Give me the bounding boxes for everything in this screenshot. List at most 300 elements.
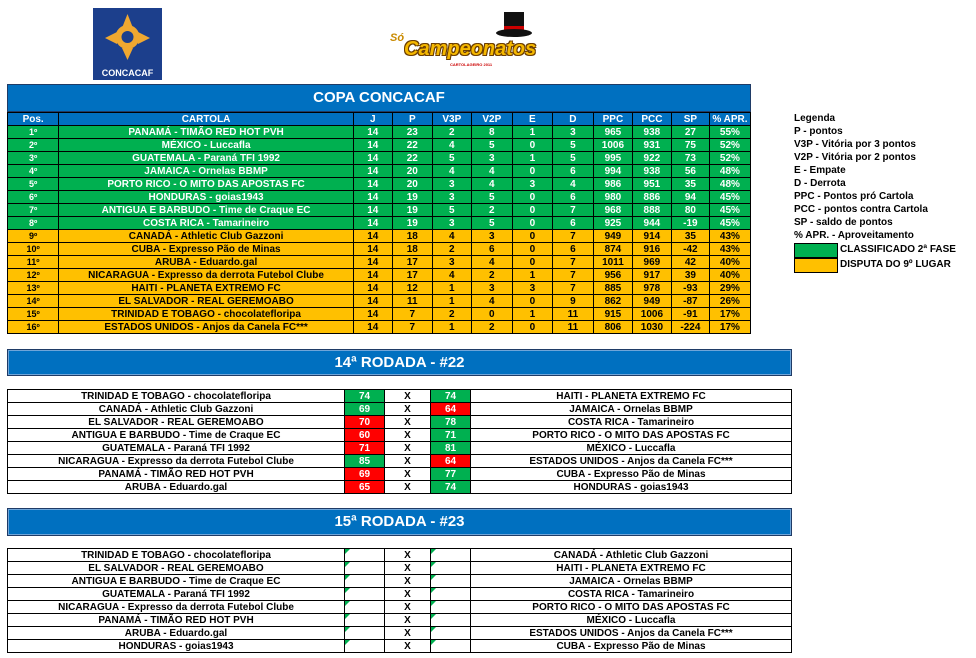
standings-cell-d: 6 <box>552 165 593 178</box>
standings-cell-team: GUATEMALA - Paraná TFI 1992 <box>59 152 354 165</box>
home-score: 71 <box>345 442 385 455</box>
standings-cell-sp: -19 <box>671 217 709 230</box>
standings-cell-team: PORTO RICO - O MITO DAS APOSTAS FC <box>59 178 354 191</box>
standings-cell-team: JAMAICA - Ornelas BBMP <box>59 165 354 178</box>
standings-cell-p: 17 <box>392 269 432 282</box>
standings-cell-d: 7 <box>552 204 593 217</box>
standings-cell-apr: 52% <box>709 152 750 165</box>
standings-col-header: Pos. <box>8 113 59 126</box>
standings-cell-sp: -91 <box>671 308 709 321</box>
standings-cell-team: HAITI - PLANETA EXTREMO FC <box>59 282 354 295</box>
home-team: HONDURAS - goias1943 <box>8 640 345 653</box>
standings-cell-e: 0 <box>512 217 552 230</box>
standings-cell-team: ARUBA - Eduardo.gal <box>59 256 354 269</box>
legend-dispute <box>794 258 974 273</box>
home-team: NICARAGUA - Expresso da derrota Futebol Clube <box>8 455 345 468</box>
standings-cell-v3p: 4 <box>432 139 471 152</box>
standings-cell-v3p: 4 <box>432 269 471 282</box>
away-team: CUBA - Expresso Pão de Minas <box>471 640 792 653</box>
versus-label: X <box>385 481 431 494</box>
standings-cell-team: COSTA RICA - Tamarineiro <box>59 217 354 230</box>
site-logo-tagline: CARTOLAGEIRO 2011 <box>450 62 493 67</box>
match-row <box>8 455 792 468</box>
standings-cell-v3p: 5 <box>432 204 471 217</box>
standings-header-row <box>8 113 751 126</box>
standings-cell-v2p: 0 <box>471 308 512 321</box>
home-score <box>345 575 385 588</box>
standings-cell-e: 0 <box>512 204 552 217</box>
standings-cell-j: 14 <box>353 139 392 152</box>
standings-cell-v2p: 4 <box>471 165 512 178</box>
standings-cell-pcc: 916 <box>632 243 671 256</box>
standings-cell-pos: 12º <box>8 269 59 282</box>
match-row <box>8 614 792 627</box>
standings-col-header: CARTOLA <box>59 113 354 126</box>
standings-col-header: % APR. <box>709 113 750 126</box>
standings-cell-d: 7 <box>552 282 593 295</box>
home-team: ARUBA - Eduardo.gal <box>8 481 345 494</box>
away-team: ESTADOS UNIDOS - Anjos da Canela FC*** <box>471 455 792 468</box>
standings-cell-e: 3 <box>512 282 552 295</box>
standings-cell-v2p: 2 <box>471 204 512 217</box>
standings-cell-ppc: 1006 <box>593 139 632 152</box>
standings-cell-pcc: 922 <box>632 152 671 165</box>
standings-cell-pcc: 888 <box>632 204 671 217</box>
standings-cell-pos: 6º <box>8 191 59 204</box>
standings-cell-v2p: 4 <box>471 256 512 269</box>
round22-table <box>7 389 792 494</box>
standings-cell-d: 4 <box>552 178 593 191</box>
standings-col-header: D <box>552 113 593 126</box>
away-score: 81 <box>431 442 471 455</box>
standings-cell-d: 5 <box>552 152 593 165</box>
standings-cell-j: 14 <box>353 243 392 256</box>
standings-cell-pcc: 949 <box>632 295 671 308</box>
standings-cell-j: 14 <box>353 282 392 295</box>
home-score: 85 <box>345 455 385 468</box>
standings-row <box>8 165 751 178</box>
standings-cell-apr: 45% <box>709 204 750 217</box>
away-score <box>431 614 471 627</box>
standings-cell-apr: 17% <box>709 308 750 321</box>
legend-item: V3P - Vitória por 3 pontos <box>794 139 916 150</box>
standings-cell-apr: 40% <box>709 256 750 269</box>
home-team: ARUBA - Eduardo.gal <box>8 627 345 640</box>
standings-cell-ppc: 986 <box>593 178 632 191</box>
standings-cell-sp: 94 <box>671 191 709 204</box>
versus-label: X <box>385 390 431 403</box>
standings-cell-v3p: 2 <box>432 308 471 321</box>
standings-col-header: P <box>392 113 432 126</box>
standings-cell-v2p: 5 <box>471 217 512 230</box>
home-team: TRINIDAD E TOBAGO - chocolatefloripa <box>8 549 345 562</box>
standings-cell-p: 7 <box>392 321 432 334</box>
standings-cell-v3p: 3 <box>432 256 471 269</box>
standings-cell-p: 19 <box>392 217 432 230</box>
standings-col-header: V2P <box>471 113 512 126</box>
away-team: ESTADOS UNIDOS - Anjos da Canela FC*** <box>471 627 792 640</box>
away-score: 77 <box>431 468 471 481</box>
versus-label: X <box>385 614 431 627</box>
versus-label: X <box>385 416 431 429</box>
standings-row <box>8 191 751 204</box>
home-team: NICARAGUA - Expresso da derrota Futebol Clube <box>8 601 345 614</box>
away-score <box>431 549 471 562</box>
standings-cell-sp: 56 <box>671 165 709 178</box>
home-team: GUATEMALA - Paraná TFI 1992 <box>8 588 345 601</box>
standings-cell-sp: 39 <box>671 269 709 282</box>
standings-cell-v3p: 4 <box>432 230 471 243</box>
standings-cell-p: 20 <box>392 178 432 191</box>
standings-cell-apr: 43% <box>709 243 750 256</box>
standings-row <box>8 152 751 165</box>
match-row <box>8 442 792 455</box>
away-team: MÉXICO - Luccafla <box>471 614 792 627</box>
standings-cell-ppc: 995 <box>593 152 632 165</box>
standings-row <box>8 126 751 139</box>
standings-cell-d: 6 <box>552 243 593 256</box>
standings-row <box>8 204 751 217</box>
standings-cell-v3p: 2 <box>432 243 471 256</box>
standings-cell-e: 1 <box>512 152 552 165</box>
standings-cell-apr: 17% <box>709 321 750 334</box>
match-row <box>8 390 792 403</box>
standings-cell-apr: 48% <box>709 178 750 191</box>
dispute-swatch <box>794 258 838 273</box>
home-score <box>345 627 385 640</box>
match-row <box>8 416 792 429</box>
standings-cell-sp: 73 <box>671 152 709 165</box>
versus-label: X <box>385 562 431 575</box>
standings-cell-j: 14 <box>353 165 392 178</box>
standings-cell-e: 0 <box>512 165 552 178</box>
legend-item: % APR. - Aproveitamento <box>794 230 914 241</box>
standings-cell-pos: 13º <box>8 282 59 295</box>
home-score <box>345 562 385 575</box>
standings-cell-pos: 9º <box>8 230 59 243</box>
home-team: EL SALVADOR - REAL GEREMOABO <box>8 416 345 429</box>
away-team: PORTO RICO - O MITO DAS APOSTAS FC <box>471 601 792 614</box>
standings-cell-sp: -87 <box>671 295 709 308</box>
standings-cell-ppc: 949 <box>593 230 632 243</box>
match-row <box>8 575 792 588</box>
standings-cell-d: 7 <box>552 230 593 243</box>
standings-cell-v3p: 1 <box>432 321 471 334</box>
standings-row <box>8 178 751 191</box>
standings-cell-apr: 45% <box>709 217 750 230</box>
legend <box>794 112 974 273</box>
match-row <box>8 468 792 481</box>
versus-label: X <box>385 601 431 614</box>
match-row <box>8 562 792 575</box>
standings-row <box>8 295 751 308</box>
concacaf-logo <box>93 8 162 80</box>
standings-cell-ppc: 965 <box>593 126 632 139</box>
standings-cell-v2p: 4 <box>471 295 512 308</box>
legend-item: PPC - Pontos pró Cartola <box>794 191 914 202</box>
standings-cell-team: MÉXICO - Luccafla <box>59 139 354 152</box>
standings-cell-apr: 55% <box>709 126 750 139</box>
legend-item: D - Derrota <box>794 178 846 189</box>
away-team: JAMAICA - Ornelas BBMP <box>471 575 792 588</box>
site-logo-line2: Campeonatos <box>404 38 537 60</box>
standings-cell-sp: -42 <box>671 243 709 256</box>
away-team: COSTA RICA - Tamarineiro <box>471 416 792 429</box>
standings-cell-d: 6 <box>552 217 593 230</box>
legend-classified <box>794 243 974 258</box>
standings-cell-pcc: 1030 <box>632 321 671 334</box>
standings-cell-v2p: 2 <box>471 269 512 282</box>
standings-cell-v2p: 8 <box>471 126 512 139</box>
standings-cell-ppc: 874 <box>593 243 632 256</box>
standings-cell-pos: 10º <box>8 243 59 256</box>
legend-item: P - pontos <box>794 126 843 137</box>
standings-cell-e: 0 <box>512 321 552 334</box>
standings-cell-v3p: 2 <box>432 126 471 139</box>
away-team: JAMAICA - Ornelas BBMP <box>471 403 792 416</box>
standings-cell-pos: 11º <box>8 256 59 269</box>
standings-cell-ppc: 980 <box>593 191 632 204</box>
home-team: ANTIGUA E BARBUDO - Time de Craque EC <box>8 429 345 442</box>
standings-cell-pcc: 886 <box>632 191 671 204</box>
versus-label: X <box>385 442 431 455</box>
standings-cell-j: 14 <box>353 178 392 191</box>
standings-cell-pcc: 978 <box>632 282 671 295</box>
classified-swatch <box>794 243 838 258</box>
standings-cell-j: 14 <box>353 308 392 321</box>
standings-cell-ppc: 862 <box>593 295 632 308</box>
home-team: GUATEMALA - Paraná TFI 1992 <box>8 442 345 455</box>
standings-cell-v3p: 5 <box>432 152 471 165</box>
standings-cell-pos: 4º <box>8 165 59 178</box>
standings-cell-v3p: 4 <box>432 165 471 178</box>
concacaf-emblem-icon <box>93 8 162 64</box>
standings-cell-pcc: 914 <box>632 230 671 243</box>
standings-cell-e: 1 <box>512 308 552 321</box>
standings-row <box>8 256 751 269</box>
match-row <box>8 601 792 614</box>
standings-row <box>8 230 751 243</box>
standings-cell-pcc: 951 <box>632 178 671 191</box>
standings-cell-apr: 40% <box>709 269 750 282</box>
away-team: MÉXICO - Luccafla <box>471 442 792 455</box>
standings-cell-p: 20 <box>392 165 432 178</box>
home-score <box>345 549 385 562</box>
standings-cell-j: 14 <box>353 204 392 217</box>
legend-classified-label: CLASSIFICADO 2ª FASE <box>840 244 956 255</box>
standings-cell-ppc: 885 <box>593 282 632 295</box>
standings-cell-p: 23 <box>392 126 432 139</box>
standings-cell-sp: 27 <box>671 126 709 139</box>
standings-cell-v3p: 3 <box>432 217 471 230</box>
standings-col-header: PCC <box>632 113 671 126</box>
standings-cell-e: 0 <box>512 230 552 243</box>
standings-cell-p: 11 <box>392 295 432 308</box>
standings-cell-j: 14 <box>353 295 392 308</box>
site-logo <box>386 12 552 70</box>
away-score <box>431 575 471 588</box>
standings-cell-v3p: 3 <box>432 191 471 204</box>
home-score <box>345 614 385 627</box>
standings-cell-pos: 14º <box>8 295 59 308</box>
standings-row <box>8 269 751 282</box>
home-team: ANTIGUA E BARBUDO - Time de Craque EC <box>8 575 345 588</box>
standings-cell-j: 14 <box>353 269 392 282</box>
standings-cell-pos: 1º <box>8 126 59 139</box>
standings-cell-ppc: 1011 <box>593 256 632 269</box>
standings-cell-sp: 35 <box>671 178 709 191</box>
match-row <box>8 481 792 494</box>
standings-cell-d: 7 <box>552 269 593 282</box>
home-score <box>345 601 385 614</box>
home-score: 69 <box>345 468 385 481</box>
standings-cell-v2p: 2 <box>471 321 512 334</box>
standings-col-header: J <box>353 113 392 126</box>
standings-cell-team: ESTADOS UNIDOS - Anjos da Canela FC*** <box>59 321 354 334</box>
match-row <box>8 429 792 442</box>
standings-col-header: E <box>512 113 552 126</box>
standings-cell-v2p: 3 <box>471 152 512 165</box>
standings-cell-pcc: 938 <box>632 126 671 139</box>
standings-cell-pos: 3º <box>8 152 59 165</box>
standings-cell-ppc: 925 <box>593 217 632 230</box>
standings-cell-pcc: 931 <box>632 139 671 152</box>
home-score: 74 <box>345 390 385 403</box>
standings-cell-d: 9 <box>552 295 593 308</box>
away-team: HAITI - PLANETA EXTREMO FC <box>471 390 792 403</box>
standings-cell-p: 7 <box>392 308 432 321</box>
away-score <box>431 640 471 653</box>
standings-cell-e: 3 <box>512 178 552 191</box>
standings-cell-e: 1 <box>512 269 552 282</box>
versus-label: X <box>385 640 431 653</box>
standings-cell-team: CUBA - Expresso Pão de Minas <box>59 243 354 256</box>
standings-cell-v2p: 4 <box>471 178 512 191</box>
round22-title: 14ª RODADA - #22 <box>7 349 792 376</box>
away-team: HAITI - PLANETA EXTREMO FC <box>471 562 792 575</box>
home-score <box>345 588 385 601</box>
standings-cell-d: 11 <box>552 321 593 334</box>
standings-cell-v3p: 1 <box>432 295 471 308</box>
home-score: 65 <box>345 481 385 494</box>
standings-cell-pcc: 917 <box>632 269 671 282</box>
legend-item: PCC - pontos contra Cartola <box>794 204 928 215</box>
standings-cell-d: 11 <box>552 308 593 321</box>
standings-cell-d: 7 <box>552 256 593 269</box>
standings-cell-p: 22 <box>392 139 432 152</box>
standings-row <box>8 243 751 256</box>
standings-cell-j: 14 <box>353 217 392 230</box>
home-team: CANADÁ - Athletic Club Gazzoni <box>8 403 345 416</box>
standings-cell-v2p: 6 <box>471 243 512 256</box>
standings-cell-d: 3 <box>552 126 593 139</box>
away-score <box>431 601 471 614</box>
versus-label: X <box>385 575 431 588</box>
round23-title: 15ª RODADA - #23 <box>7 508 792 536</box>
standings-cell-pos: 7º <box>8 204 59 217</box>
match-row <box>8 640 792 653</box>
standings-cell-team: PANAMÁ - TIMÃO RED HOT PVH <box>59 126 354 139</box>
standings-cell-pcc: 1006 <box>632 308 671 321</box>
away-score <box>431 588 471 601</box>
standings-cell-pos: 15º <box>8 308 59 321</box>
standings-col-header: PPC <box>593 113 632 126</box>
standings-cell-sp: 42 <box>671 256 709 269</box>
round23-table <box>7 548 792 653</box>
standings-cell-v3p: 1 <box>432 282 471 295</box>
standings-cell-sp: -93 <box>671 282 709 295</box>
standings-cell-apr: 26% <box>709 295 750 308</box>
versus-label: X <box>385 549 431 562</box>
standings-cell-sp: -224 <box>671 321 709 334</box>
versus-label: X <box>385 468 431 481</box>
standings-cell-sp: 75 <box>671 139 709 152</box>
standings-col-header: V3P <box>432 113 471 126</box>
standings-cell-e: 0 <box>512 191 552 204</box>
away-score: 64 <box>431 455 471 468</box>
standings-cell-d: 5 <box>552 139 593 152</box>
concacaf-logo-text: CONCACAF <box>101 68 154 78</box>
standings-cell-p: 17 <box>392 256 432 269</box>
standings-cell-p: 22 <box>392 152 432 165</box>
home-score: 69 <box>345 403 385 416</box>
standings-row <box>8 217 751 230</box>
standings-cell-apr: 52% <box>709 139 750 152</box>
standings-cell-p: 19 <box>392 191 432 204</box>
away-team: HONDURAS - goias1943 <box>471 481 792 494</box>
standings-title: COPA CONCACAF <box>7 84 751 112</box>
standings-cell-j: 14 <box>353 152 392 165</box>
standings-cell-apr: 29% <box>709 282 750 295</box>
legend-item: SP - saldo de pontos <box>794 217 893 228</box>
versus-label: X <box>385 429 431 442</box>
standings-cell-p: 18 <box>392 230 432 243</box>
standings-cell-pos: 5º <box>8 178 59 191</box>
versus-label: X <box>385 627 431 640</box>
standings-cell-pos: 2º <box>8 139 59 152</box>
home-team: PANAMÁ - TIMÃO RED HOT PVH <box>8 468 345 481</box>
site-logo-line1: Só <box>390 32 405 44</box>
standings-cell-e: 0 <box>512 256 552 269</box>
standings-cell-e: 0 <box>512 243 552 256</box>
home-score: 60 <box>345 429 385 442</box>
away-score <box>431 562 471 575</box>
versus-label: X <box>385 588 431 601</box>
standings-cell-j: 14 <box>353 230 392 243</box>
standings-cell-team: ANTIGUA E BARBUDO - Time de Craque EC <box>59 204 354 217</box>
standings-cell-v2p: 3 <box>471 230 512 243</box>
away-team: CANADÁ - Athletic Club Gazzoni <box>471 549 792 562</box>
standings-cell-d: 6 <box>552 191 593 204</box>
standings-cell-sp: 35 <box>671 230 709 243</box>
standings-row <box>8 308 751 321</box>
standings-cell-apr: 43% <box>709 230 750 243</box>
standings-cell-team: TRINIDAD E TOBAGO - chocolatefloripa <box>59 308 354 321</box>
standings-cell-j: 14 <box>353 126 392 139</box>
standings-row <box>8 321 751 334</box>
legend-item: E - Empate <box>794 165 846 176</box>
match-row <box>8 549 792 562</box>
away-score: 78 <box>431 416 471 429</box>
standings-cell-p: 12 <box>392 282 432 295</box>
match-row <box>8 627 792 640</box>
standings-cell-team: HONDURAS - goias1943 <box>59 191 354 204</box>
standings-cell-p: 19 <box>392 204 432 217</box>
versus-label: X <box>385 403 431 416</box>
standings-cell-team: CANADÁ - Athletic Club Gazzoni <box>59 230 354 243</box>
match-row <box>8 403 792 416</box>
home-score: 70 <box>345 416 385 429</box>
